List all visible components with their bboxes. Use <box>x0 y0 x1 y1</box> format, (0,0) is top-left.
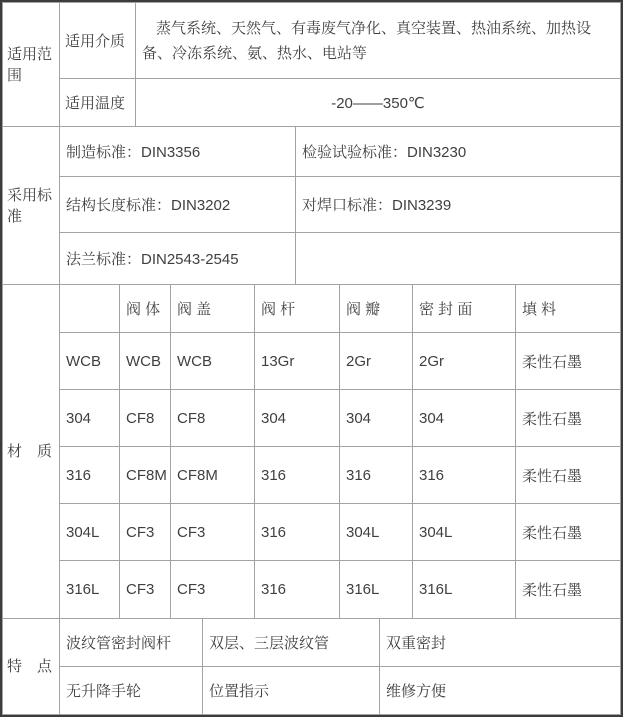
table-row <box>3 667 621 715</box>
material-cell: CF3 <box>171 504 255 561</box>
material-cell: 13Gr <box>255 333 340 390</box>
medium-value: 蒸气系统、天然气、有毒废气净化、真空装置、热油系统、加热设备、冷冻系统、氨、热水、电站等 <box>136 3 621 79</box>
material-cell: 316L <box>60 561 120 619</box>
feature-cell: 位置指示 <box>203 667 380 715</box>
temperature-value: -20——350℃ <box>136 79 621 127</box>
feature-cell: 无升降手轮 <box>60 667 203 715</box>
material-header <box>60 285 120 333</box>
material-cell: 柔性石墨 <box>516 390 621 447</box>
material-cell: 304 <box>340 390 413 447</box>
table-row <box>3 127 621 177</box>
table-row <box>3 333 621 390</box>
material-cell: 316L <box>340 561 413 619</box>
standards-section-label: 采用标准 <box>3 127 60 285</box>
material-cell: 316L <box>413 561 516 619</box>
features-section-label: 特 点 <box>3 619 60 715</box>
material-cell: WCB <box>60 333 120 390</box>
material-cell: 304 <box>413 390 516 447</box>
materials-section-label: 材 质 <box>3 285 60 619</box>
material-cell: 304L <box>413 504 516 561</box>
material-header: 阀 盖 <box>171 285 255 333</box>
standard-cell <box>296 233 621 285</box>
material-header: 阀 体 <box>120 285 171 333</box>
material-cell: CF8M <box>171 447 255 504</box>
material-cell: WCB <box>171 333 255 390</box>
material-cell: 柔性石墨 <box>516 504 621 561</box>
material-cell: 316 <box>255 561 340 619</box>
temperature-label: 适用温度 <box>60 79 136 127</box>
material-header: 填 料 <box>516 285 621 333</box>
material-cell: 304 <box>255 390 340 447</box>
standards-section <box>2 126 621 285</box>
material-cell: 304L <box>60 504 120 561</box>
material-cell: 柔性石墨 <box>516 447 621 504</box>
standard-cell: 结构长度标准：DIN3202 <box>60 177 296 233</box>
feature-cell: 波纹管密封阀杆 <box>60 619 203 667</box>
material-cell: WCB <box>120 333 171 390</box>
table-row <box>3 390 621 447</box>
standard-cell: 制造标准：DIN3356 <box>60 127 296 177</box>
table-row <box>3 233 621 285</box>
material-cell: 304L <box>340 504 413 561</box>
material-cell: 304 <box>60 390 120 447</box>
material-cell: CF3 <box>171 561 255 619</box>
material-header: 阀 杆 <box>255 285 340 333</box>
material-header: 密 封 面 <box>413 285 516 333</box>
material-cell: CF3 <box>120 561 171 619</box>
table-row <box>3 561 621 619</box>
material-cell: 316 <box>255 447 340 504</box>
table-row <box>3 3 621 79</box>
feature-cell: 双重密封 <box>380 619 621 667</box>
material-cell: 柔性石墨 <box>516 561 621 619</box>
material-cell: 316 <box>60 447 120 504</box>
material-cell: CF8M <box>120 447 171 504</box>
table-row <box>3 504 621 561</box>
material-cell: 316 <box>413 447 516 504</box>
feature-cell: 双层、三层波纹管 <box>203 619 380 667</box>
standard-cell: 对焊口标准：DIN3239 <box>296 177 621 233</box>
standard-cell: 检验试验标准：DIN3230 <box>296 127 621 177</box>
medium-label: 适用介质 <box>60 3 136 79</box>
material-cell: CF8 <box>120 390 171 447</box>
material-cell: 316 <box>255 504 340 561</box>
material-cell: CF8 <box>171 390 255 447</box>
materials-section <box>2 284 621 619</box>
table-row <box>3 285 621 333</box>
table-row <box>3 177 621 233</box>
scope-section <box>2 2 621 127</box>
table-row <box>3 619 621 667</box>
standard-cell: 法兰标准：DIN2543-2545 <box>60 233 296 285</box>
material-header: 阀 瓣 <box>340 285 413 333</box>
material-cell: 2Gr <box>413 333 516 390</box>
table-row <box>3 79 621 127</box>
scope-section-label: 适用范围 <box>3 3 60 127</box>
material-cell: 2Gr <box>340 333 413 390</box>
features-section <box>2 618 621 715</box>
feature-cell: 维修方便 <box>380 667 621 715</box>
table-row <box>3 447 621 504</box>
material-cell: CF3 <box>120 504 171 561</box>
material-cell: 柔性石墨 <box>516 333 621 390</box>
material-cell: 316 <box>340 447 413 504</box>
